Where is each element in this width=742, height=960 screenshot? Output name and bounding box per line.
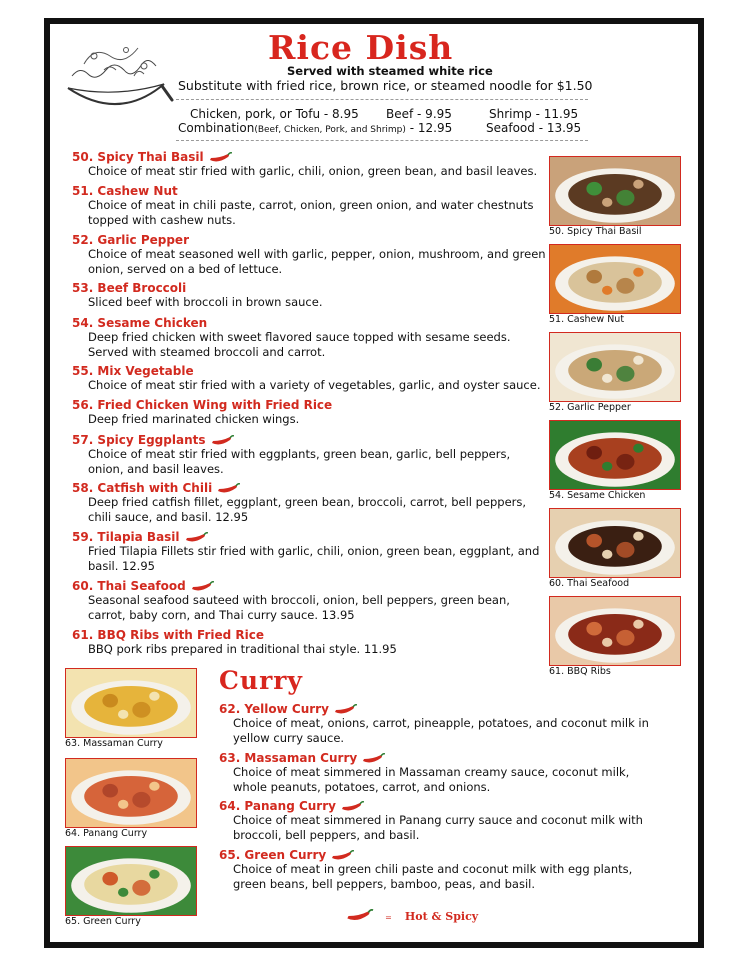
menu-item-description: Deep fried chicken with sweet flavored sauce topped with sesame seeds. Served with steamed broccoli and carrot. — [88, 330, 511, 359]
legend-label: Hot & Spicy — [404, 910, 479, 923]
menu-item-title — [72, 316, 207, 330]
photo-caption: 65. Green Curry — [65, 916, 141, 927]
header-divider-top — [176, 99, 588, 100]
photo-caption: 64. Panang Curry — [65, 828, 148, 839]
menu-item-title — [72, 433, 234, 447]
page-subtitle: Served with steamed white rice — [287, 64, 493, 78]
legend — [338, 905, 478, 924]
menu-item-name: 63. Massaman Curry — [219, 751, 358, 765]
menu-item-description: Fried Tilapia Fillets stir fried with garlic, chili, onion, green bean, eggplant, and basil. 12.95 — [88, 544, 540, 573]
menu-item-title — [219, 751, 385, 765]
menu-item-name: 56. Fried Chicken Wing with Fried Rice — [72, 398, 333, 412]
menu-item-description: Choice of meat, onions, carrot, pineapple, potatoes, and coconut milk in yellow curry sauce. — [233, 716, 649, 745]
chili-pepper-icon — [208, 152, 232, 164]
dish-photo-art — [550, 509, 680, 577]
menu-item-description: Choice of meat in green chili paste and coconut milk with egg plants, green beans, bell peppers, bamboo, peas, and basil. — [233, 862, 633, 891]
chili-pepper-icon — [184, 532, 208, 544]
menu-item-description: Choice of meat in chili paste, carrot, onion, green onion, and water chestnuts topped with cashew nuts. — [88, 198, 534, 227]
price-shrimp: Shrimp - 11.95 — [489, 107, 579, 121]
menu-item-name: 61. BBQ Ribs with Fried Rice — [72, 628, 264, 642]
dish-photo — [549, 596, 681, 666]
menu-item-name: 55. Mix Vegetable — [72, 364, 194, 378]
menu-item-name: 53. Beef Broccoli — [72, 281, 187, 295]
photo-caption: 60. Thai Seafood — [549, 578, 630, 589]
dish-photo-art — [66, 759, 196, 827]
menu-item-name: 51. Cashew Nut — [72, 184, 178, 198]
chili-pepper-icon — [210, 435, 234, 447]
page-title: Rice Dish — [268, 28, 454, 67]
menu-item-name: 57. Spicy Eggplants — [72, 433, 206, 447]
menu-item-title — [72, 233, 189, 247]
chili-pepper-icon — [330, 850, 354, 862]
menu-item-name: 58. Catfish with Chili — [72, 481, 213, 495]
menu-item-title — [72, 398, 332, 412]
legend-dash: = — [385, 913, 392, 922]
menu-item-description: Choice of meat stir fried with eggplants, green bean, garlic, bell peppers, onion, and basil leaves. — [88, 447, 511, 476]
dish-photo — [65, 846, 197, 916]
menu-item-description: Sliced beef with broccoli in brown sauce. — [88, 295, 323, 309]
menu-item-name: 65. Green Curry — [219, 848, 327, 862]
dish-photo-art — [550, 333, 680, 401]
menu-item-name: 52. Garlic Pepper — [72, 233, 189, 247]
header-divider-bottom — [176, 140, 588, 141]
menu-item-title — [219, 799, 364, 813]
menu-item-description: BBQ pork ribs prepared in traditional thai style. 11.95 — [88, 642, 397, 656]
chili-pepper-icon — [340, 801, 364, 813]
combo-label: Combination — [178, 121, 255, 135]
curry-title: Curry — [219, 666, 303, 695]
menu-item-title — [72, 481, 240, 495]
combo-price: - 12.95 — [405, 121, 453, 135]
dish-photo — [549, 244, 681, 314]
dish-photo — [65, 758, 197, 828]
dish-photo-art — [550, 157, 680, 225]
menu-item-title — [72, 530, 208, 544]
dish-photo — [65, 668, 197, 738]
menu-item-name: 59. Tilapia Basil — [72, 530, 180, 544]
menu-item-title — [72, 184, 178, 198]
photo-caption: 54. Sesame Chicken — [549, 490, 646, 501]
chili-pepper-icon — [333, 704, 357, 716]
dish-photo — [549, 508, 681, 578]
dish-photo-art — [66, 847, 196, 915]
price-beef: Beef - 9.95 — [386, 107, 452, 121]
menu-item-description: Choice of meat stir fried with garlic, chili, onion, green bean, and basil leaves. — [88, 164, 538, 178]
chili-pepper-icon — [342, 909, 376, 923]
menu-item-description: Choice of meat simmered in Panang curry sauce and coconut milk with broccoli, bell peppers, and basil. — [233, 813, 643, 842]
menu-item-title — [72, 150, 232, 164]
menu-item-title — [72, 281, 186, 295]
price-chicken: Chicken, pork, or Tofu - 8.95 — [190, 107, 359, 121]
dish-photo-art — [550, 597, 680, 665]
menu-item-title — [72, 364, 194, 378]
menu-item-description: Seasonal seafood sauteed with broccoli, onion, bell peppers, green bean, carrot, baby corn, and Thai curry sauce. 13.95 — [88, 593, 510, 622]
menu-item-title — [72, 579, 214, 593]
menu-item-description: Deep fried catfish fillet, eggplant, green bean, broccoli, carrot, bell peppers, chili sauce, and basil. 12.95 — [88, 495, 527, 524]
menu-item-title — [72, 628, 264, 642]
menu-item-title — [219, 702, 357, 716]
dish-photo-art — [66, 669, 196, 737]
menu-item-name: 50. Spicy Thai Basil — [72, 150, 204, 164]
menu-item-title — [219, 848, 354, 862]
photo-caption: 50. Spicy Thai Basil — [549, 226, 642, 237]
dish-photo-art — [550, 421, 680, 489]
photo-caption: 52. Garlic Pepper — [549, 402, 631, 413]
menu-item-description: Choice of meat simmered in Massaman creamy sauce, coconut milk, whole peanuts, potatoes, carrot, and onions. — [233, 765, 630, 794]
menu-item-description: Choice of meat seasoned well with garlic, pepper, onion, mushroom, and green onion, served on a bed of lettuce. — [88, 247, 546, 276]
photo-caption: 63. Massaman Curry — [65, 738, 163, 749]
price-combination — [178, 121, 452, 135]
menu-item-name: 54. Sesame Chicken — [72, 316, 208, 330]
dish-photo — [549, 332, 681, 402]
menu-item-name: 60. Thai Seafood — [72, 579, 186, 593]
price-seafood: Seafood - 13.95 — [486, 121, 582, 135]
menu-item-name: 62. Yellow Curry — [219, 702, 329, 716]
combo-detail: (Beef, Chicken, Pork, and Shrimp) — [254, 125, 406, 135]
dish-photo — [549, 156, 681, 226]
dish-photo — [549, 420, 681, 490]
chili-pepper-icon — [216, 483, 240, 495]
photo-caption: 61. BBQ Ribs — [549, 666, 611, 677]
menu-item-name: 64. Panang Curry — [219, 799, 336, 813]
substitute-note: Substitute with fried rice, brown rice, or steamed noodle for $1.50 — [178, 78, 593, 93]
wok-illustration — [64, 40, 174, 120]
photo-caption: 51. Cashew Nut — [549, 314, 625, 325]
dish-photo-art — [550, 245, 680, 313]
chili-pepper-icon — [190, 581, 214, 593]
menu-item-description: Choice of meat stir fried with a variety of vegetables, garlic, and oyster sauce. — [88, 378, 541, 392]
menu-item-description: Deep fried marinated chicken wings. — [88, 412, 300, 426]
chili-pepper-icon — [361, 753, 385, 765]
